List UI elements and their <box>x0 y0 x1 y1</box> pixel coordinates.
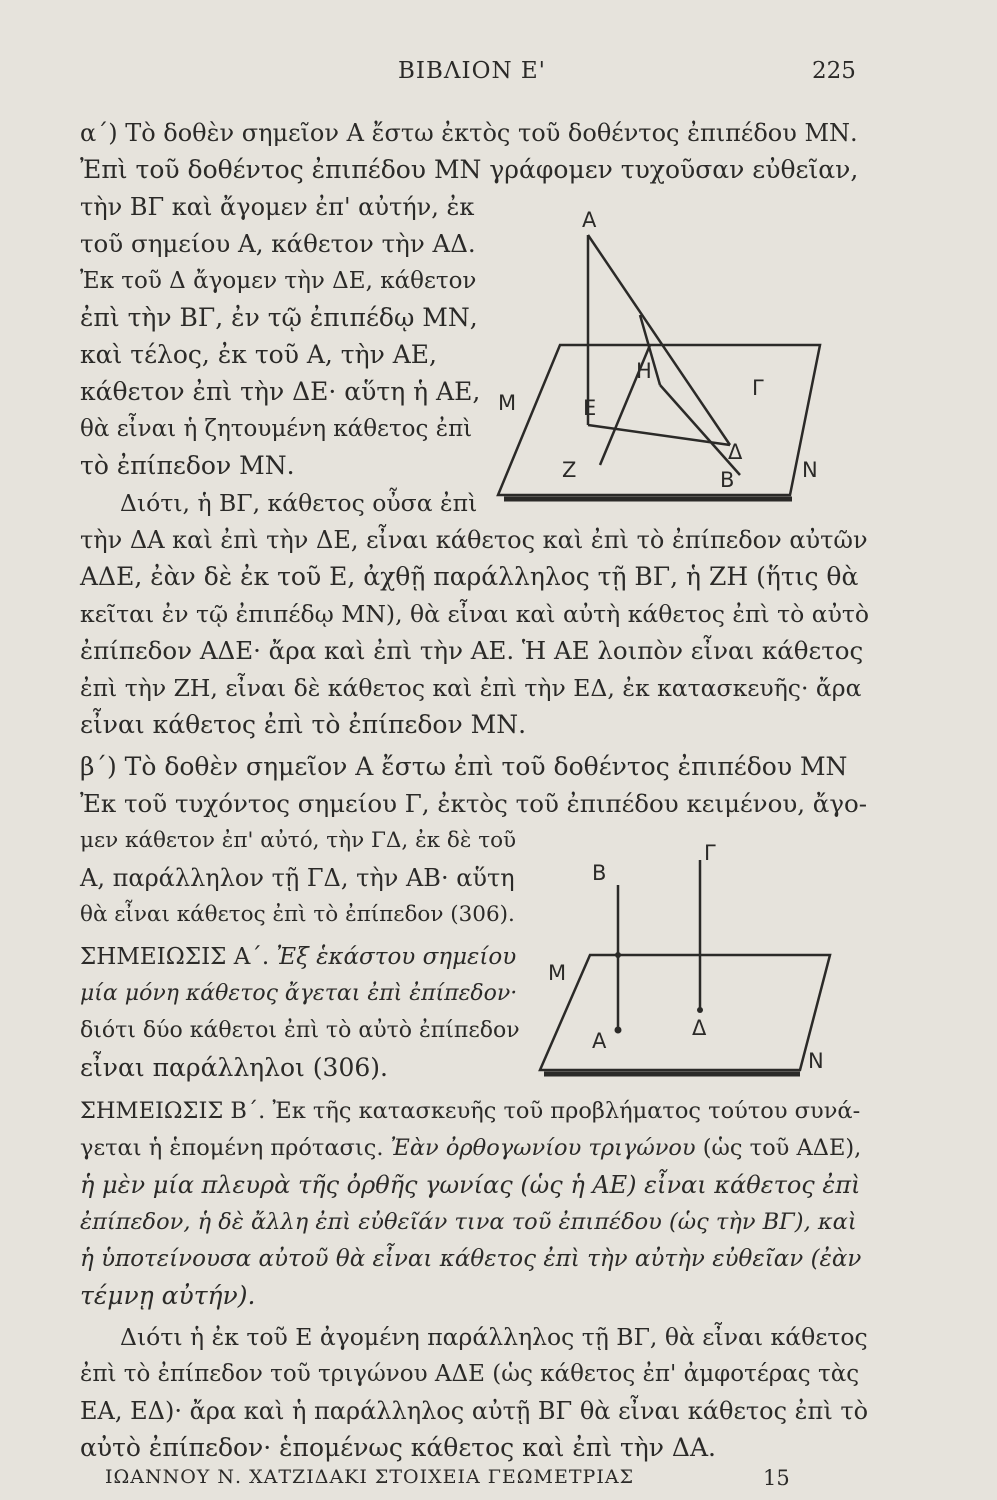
note-a-line-3: διότι δύο κάθετοι ἐπὶ τὸ αὐτὸ ἐπίπεδον <box>80 1018 520 1043</box>
text-line: Ἐκ τοῦ τυχόντος σημείου Γ, ἐκτὸς τοῦ ἐπιπέδου κειμένου, ἄγο- <box>80 789 868 818</box>
page-number: 225 <box>812 58 856 84</box>
note-b-tail-2: (ὡς τοῦ ΑΔΕ), <box>702 1135 862 1161</box>
text-line: εἶναι κάθετος ἐπὶ τὸ ἐπίπεδον ΜΝ. <box>80 710 527 739</box>
running-header: ΒΙΒΛΙΟΝ Ε' <box>398 58 546 84</box>
note-b-line-6: τέμνῃ αὐτήν). <box>80 1281 256 1310</box>
label-Gamma: Γ <box>752 376 764 400</box>
text-line: τοῦ σημείου Α, κάθετον τὴν ΑΔ. <box>80 229 476 258</box>
text-line: ΕΑ, ΕΔ)· ἄρα καὶ ἡ παράλληλος αὐτῇ ΒΓ θὰ εἶναι κάθετος ἐπὶ τὸ <box>80 1397 869 1425</box>
text-line: ΑΔΕ, ἐὰν δὲ ἐκ τοῦ Ε, ἀχθῇ παράλληλος τῇ ΒΓ, ἡ ΖΗ (ἥτις θὰ <box>80 562 859 591</box>
label-Delta: Δ <box>728 440 743 464</box>
note-b-line-4: ἐπίπεδον, ἡ δὲ ἄλλη ἐπὶ εὐθεῖάν τινα τοῦ ἐπιπέδου (ὡς τὴν ΒΓ), καὶ <box>80 1209 857 1235</box>
footer-title: ΙΩΑΝΝΟΥ Ν. ΧΑΤΖΙΔΑΚΙ ΣΤΟΙΧΕΙΑ ΓΕΩΜΕΤΡΙΑΣ <box>105 1466 634 1488</box>
text-line: ἐπὶ τὴν ΖΗ, εἶναι δὲ κάθετος καὶ ἐπὶ τὴν ΕΔ, ἐκ κατασκευῆς· ἄρα <box>80 674 862 702</box>
label-M: M <box>548 961 567 985</box>
text-line: ἐπὶ τὸ ἐπίπεδον τοῦ τριγώνου ΑΔΕ (ὡς κάθετος ἐπ' ἀμφοτέρας τὰς <box>80 1361 860 1387</box>
text-line: τὴν ΒΓ καὶ ἄγομεν ἐπ' αὐτήν, ἐκ <box>80 193 475 221</box>
note-b-line-2 <box>80 1133 861 1163</box>
label-B: B <box>592 861 607 885</box>
text-line: τὴν ΔΑ καὶ ἐπὶ τὴν ΔΕ, εἶναι κάθετος καὶ ἐπὶ τὸ ἐπίπεδον αὐτῶν <box>80 526 868 554</box>
text-line: β΄) Τὸ δοθὲν σημεῖον Α ἔστω ἐπὶ τοῦ δοθέντος ἐπιπέδου ΜΝ <box>80 752 848 781</box>
label-B: B <box>720 468 735 492</box>
text-line: Ἐκ τοῦ Δ ἄγομεν τὴν ΔΕ, κάθετον <box>80 268 477 294</box>
figure-2-diagram <box>530 830 840 1080</box>
text-line: Διότι ἡ ἐκ τοῦ Ε ἀγομένη παράλληλος τῇ ΒΓ, θὰ εἶναι κάθετος <box>120 1323 868 1351</box>
label-E: E <box>583 396 597 420</box>
note-b-line-5: ἡ ὑποτείνουσα αὐτοῦ θὰ εἶναι κάθετος ἐπὶ τὴν αὐτὴν εὐθεῖαν (ἐὰν <box>80 1246 862 1272</box>
label-Delta: Δ <box>692 1016 707 1040</box>
label-M: M <box>498 391 517 415</box>
note-b-heading: ΣΗΜΕΙΩΣΙΣ Β΄. <box>80 1098 266 1124</box>
text-line: Ἐπὶ τοῦ δοθέντος ἐπιπέδου ΜΝ γράφομεν τυχοῦσαν εὐθεῖαν, <box>80 155 859 184</box>
footer-sheet-number: 15 <box>763 1466 790 1490</box>
text-line: κάθετον ἐπὶ τὴν ΔΕ· αὕτη ἡ ΑΕ, <box>80 377 481 406</box>
label-A: A <box>582 208 597 232</box>
label-A: A <box>592 1029 607 1053</box>
note-a-italic-1: Ἐξ ἑκάστου σημείου <box>276 944 517 970</box>
note-a-heading: ΣΗΜΕΙΩΣΙΣ Α΄. <box>80 944 270 970</box>
point-Delta <box>697 1007 703 1013</box>
text-line: α΄) Τὸ δοθὲν σημεῖον Α ἔστω ἐκτὸς τοῦ δοθέντος ἐπιπέδου ΜΝ. <box>80 119 858 147</box>
label-N: N <box>808 1049 824 1073</box>
note-b-plain-2: γεται ἡ ἑπομένη πρότασις. <box>80 1135 384 1161</box>
note-b-italic-2: Ἐὰν ὀρθογωνίου τριγώνου <box>390 1135 696 1161</box>
note-b-line-1 <box>80 1096 860 1126</box>
note-a-line-4: εἶναι παράλληλοι (306). <box>80 1053 388 1082</box>
point-crossing <box>615 952 621 958</box>
label-Z: Z <box>562 458 577 482</box>
text-line: κεῖται ἐν τῷ ἐπιπέδῳ ΜΝ), θὰ εἶναι καὶ αὐτὴ κάθετος ἐπὶ τὸ αὐτὸ <box>80 600 870 628</box>
text-line: ἐπὶ τὴν ΒΓ, ἐν τῷ ἐπιπέδῳ ΜΝ, <box>80 303 478 332</box>
text-line: θὰ εἶναι κάθετος ἐπὶ τὸ ἐπίπεδον (306). <box>80 902 515 927</box>
text-line: ἐπίπεδον ΑΔΕ· ἄρα καὶ ἐπὶ τὴν ΑΕ. Ἡ ΑΕ λοιπὸν εἶναι κάθετος <box>80 636 864 665</box>
label-Gamma: Γ <box>704 841 716 865</box>
figure-1-diagram <box>490 195 830 515</box>
note-b-text-1: Ἐκ τῆς κατασκευῆς τοῦ προβλήματος τούτου συνά- <box>272 1098 861 1124</box>
text-line: Α, παράλληλον τῇ ΓΔ, τὴν ΑΒ· αὕτη <box>80 864 515 892</box>
text-line: τὸ ἐπίπεδον ΜΝ. <box>80 451 295 480</box>
text-line: θὰ εἶναι ἡ ζητουμένη κάθετος ἐπὶ <box>80 416 473 442</box>
text-line: αὐτὸ ἐπίπεδον· ἑπομένως κάθετος καὶ ἐπὶ τὴν ΔΑ. <box>80 1433 716 1462</box>
label-N: N <box>802 458 818 482</box>
text-line: καὶ τέλος, ἐκ τοῦ Α, τὴν ΑΕ, <box>80 340 437 369</box>
note-b-line-3: ἡ μὲν μία πλευρὰ τῆς ὀρθῆς γωνίας (ὡς ἡ ΑΕ) εἶναι κάθετος ἐπὶ <box>80 1171 861 1199</box>
point-A <box>615 1027 622 1034</box>
label-H: H <box>636 359 652 383</box>
note-a-line-1 <box>80 942 516 972</box>
text-line: Διότι, ἡ ΒΓ, κάθετος οὖσα ἐπὶ <box>120 489 478 517</box>
note-a-line-2: μία μόνη κάθετος ἄγεται ἐπὶ ἐπίπεδον· <box>80 981 518 1006</box>
text-line: μεν κάθετον ἐπ' αὐτό, τὴν ΓΔ, ἐκ δὲ τοῦ <box>80 828 517 853</box>
